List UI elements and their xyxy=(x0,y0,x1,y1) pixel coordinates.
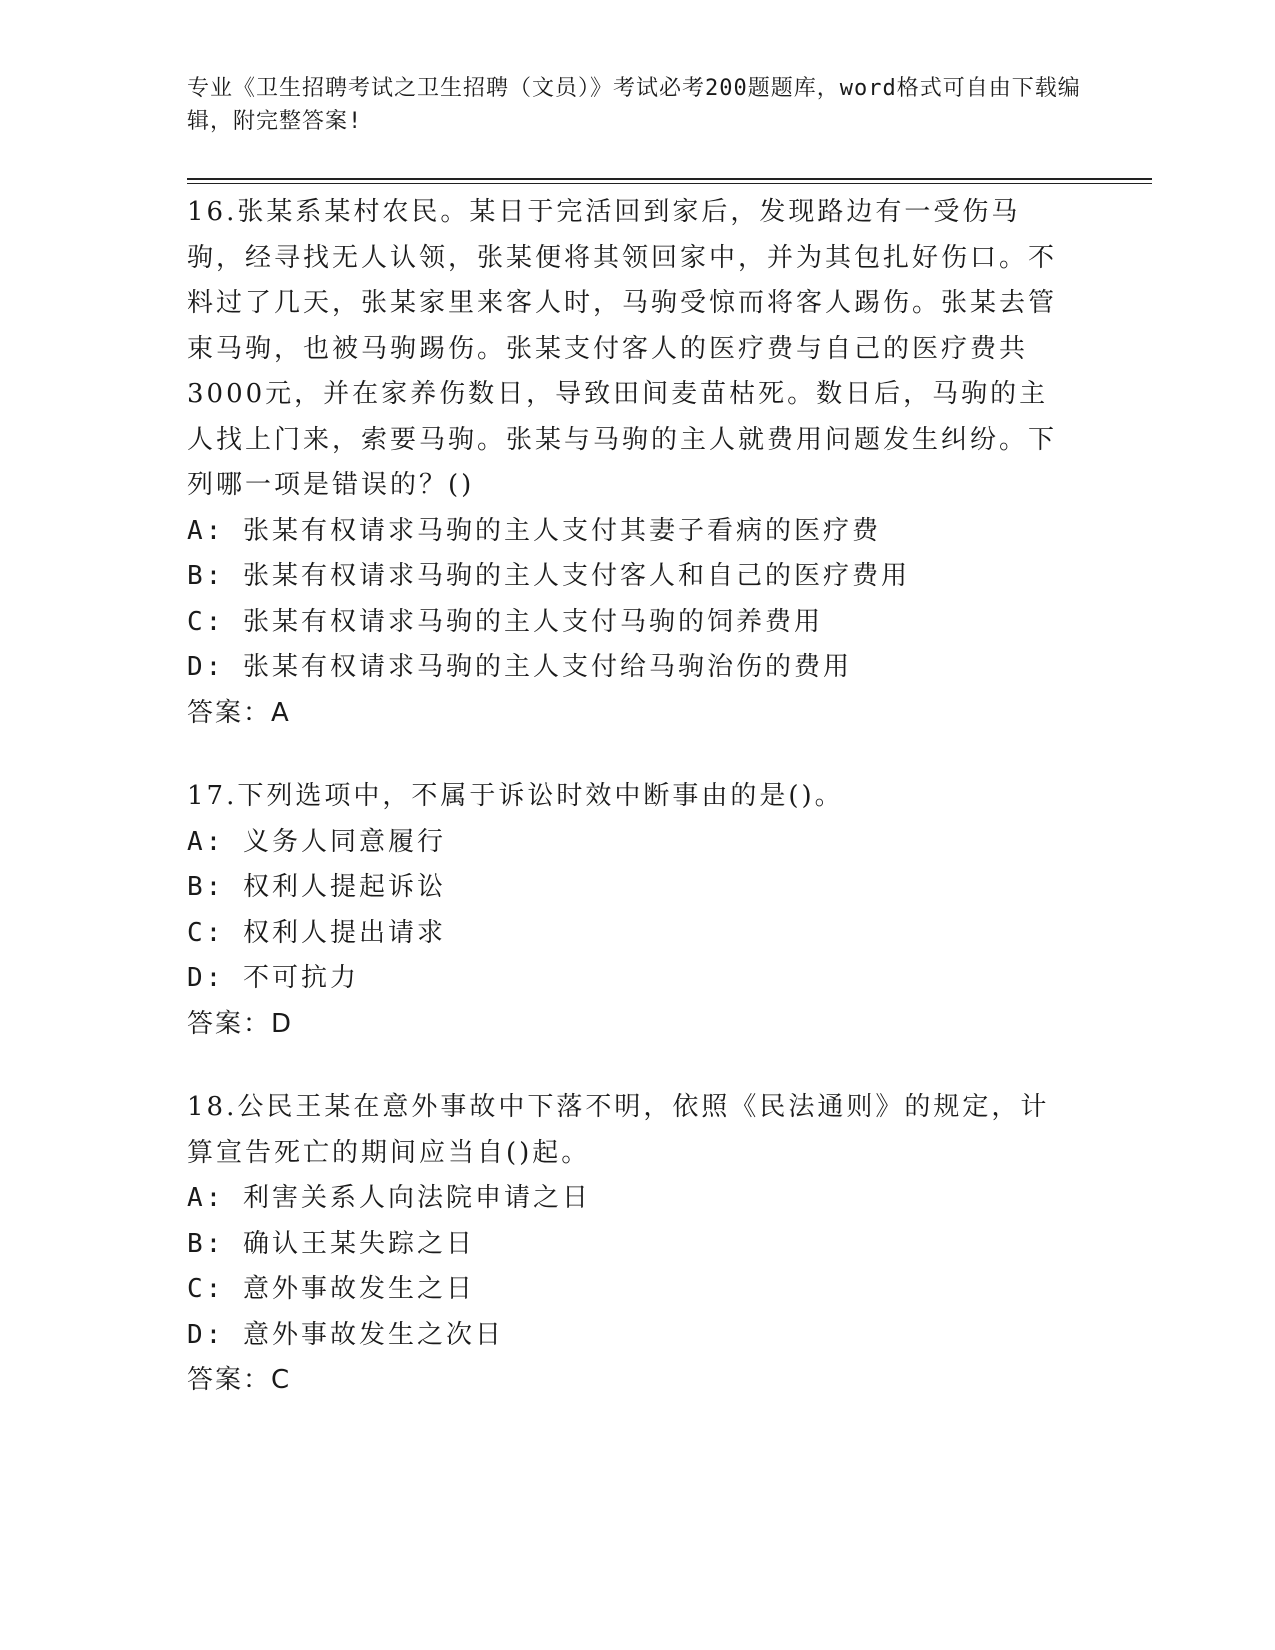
option-letter: D: xyxy=(187,963,225,993)
option-b xyxy=(187,554,1077,600)
question-17 xyxy=(187,774,1077,1047)
question-18 xyxy=(187,1085,1077,1404)
question-stem: 18.公民王某在意外事故中下落不明，依照《民法通则》的规定，计算宣告死亡的期间应当自()起。 xyxy=(187,1092,1050,1168)
option-text: 张某有权请求马驹的主人支付客人和自己的医疗费用 xyxy=(242,561,910,591)
option-d xyxy=(187,956,1077,1002)
option-letter: A: xyxy=(187,515,225,546)
option-letter: B: xyxy=(187,561,225,591)
option-c xyxy=(187,911,1077,957)
option-text: 张某有权请求马驹的主人支付其妻子看病的医疗费 xyxy=(242,515,881,546)
option-text: 权利人提出请求 xyxy=(242,917,446,948)
option-letter: A: xyxy=(187,826,225,857)
option-a xyxy=(187,509,1077,555)
option-text: 意外事故发生之次日 xyxy=(242,1319,504,1350)
option-b xyxy=(187,1222,1077,1268)
option-d xyxy=(187,645,1077,691)
answer-line: 答案：D xyxy=(187,1008,294,1039)
option-text: 意外事故发生之日 xyxy=(242,1274,475,1304)
option-letter: D: xyxy=(187,652,225,682)
option-letter: C: xyxy=(187,606,225,637)
option-text: 不可抗力 xyxy=(242,963,359,993)
option-text: 权利人提起诉讼 xyxy=(242,872,446,902)
answer-line: 答案：A xyxy=(187,697,291,728)
option-text: 张某有权请求马驹的主人支付马驹的饲养费用 xyxy=(242,606,823,637)
option-letter: A: xyxy=(187,1183,225,1213)
option-c xyxy=(187,600,1077,646)
option-text: 确认王某失踪之日 xyxy=(242,1228,475,1259)
option-letter: D: xyxy=(187,1319,225,1350)
question-stem: 17.下列选项中，不属于诉讼时效中断事由的是()。 xyxy=(187,781,844,811)
option-letter: B: xyxy=(187,872,225,902)
question-list xyxy=(187,190,1077,1442)
option-text: 张某有权请求马驹的主人支付给马驹治伤的费用 xyxy=(242,652,852,682)
option-text: 利害关系人向法院申请之日 xyxy=(242,1183,591,1213)
option-d xyxy=(187,1313,1077,1359)
option-letter: C: xyxy=(187,1274,225,1304)
option-text: 义务人同意履行 xyxy=(242,826,446,857)
option-b xyxy=(187,865,1077,911)
header-divider-thick xyxy=(187,178,1152,180)
question-stem: 16.张某系某村农民。某日于完活回到家后，发现路边有一受伤马驹，经寻找无人认领，张某便将其领回家中，并为其包扎好伤口。不料过了几天，张某家里来客人时，马驹受惊而将客人踢伤。张某去管束马驹，也被马驹踢伤。张某支付客人的医疗费与自己的医疗费共3000元，并在家养伤数日，导致田间麦苗枯死。数日后，马驹的主人找上门来，索要马驹。张某与马驹的主人就费用问题发生纠纷。下列哪一项是错误的？() xyxy=(187,197,1058,500)
option-letter: C: xyxy=(187,917,225,948)
option-a xyxy=(187,820,1077,866)
document-header: 专业《卫生招聘考试之卫生招聘（文员）》考试必考200题题库，word格式可自由下载编辑，附完整答案! xyxy=(187,76,1081,134)
option-a xyxy=(187,1176,1077,1222)
option-c xyxy=(187,1267,1077,1313)
question-16 xyxy=(187,190,1077,736)
header-divider-thin xyxy=(187,183,1152,184)
answer-line: 答案：C xyxy=(187,1365,292,1395)
option-letter: B: xyxy=(187,1228,225,1259)
